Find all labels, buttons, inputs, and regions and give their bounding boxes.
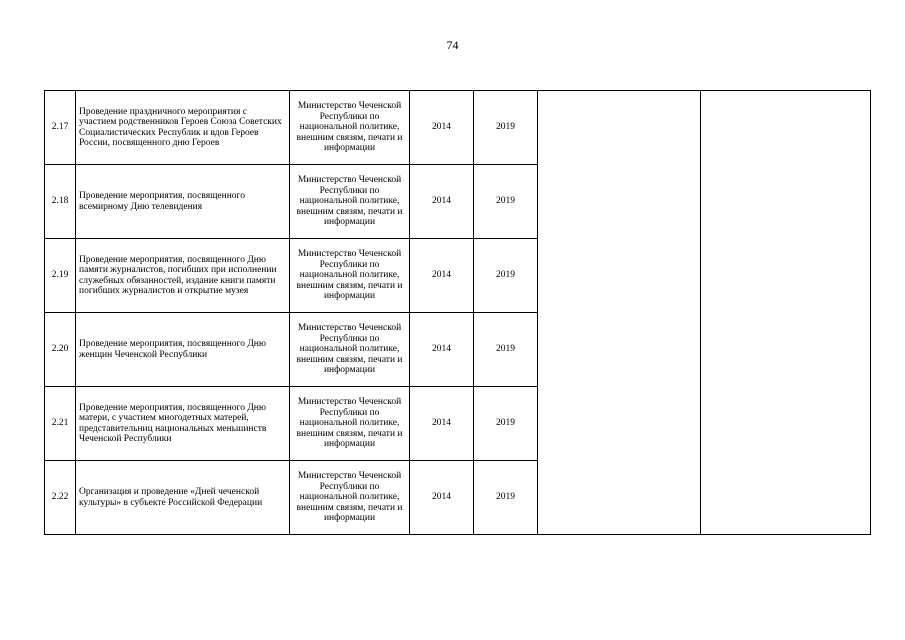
end-year: 2019 xyxy=(474,239,538,313)
table-row xyxy=(45,91,871,165)
start-year: 2014 xyxy=(410,165,474,239)
end-year: 2019 xyxy=(474,461,538,535)
row-number: 2.20 xyxy=(45,313,76,387)
start-year: 2014 xyxy=(410,313,474,387)
measure-name: Проведение мероприятия, посвященного всемирному Дню телевидения xyxy=(76,165,290,239)
row-number: 2.18 xyxy=(45,165,76,239)
page-number: 74 xyxy=(446,38,459,52)
measure-name: Проведение праздничного мероприятия с участием родственников Героев Союза Советских Социалистических Республик и вдов Героев России, посвященного дню Героев xyxy=(76,91,290,165)
responsible-executor: Министерство Чеченской Республики по национальной политике, внешним связям, печати и информации xyxy=(290,313,410,387)
measures-table xyxy=(44,90,871,535)
start-year: 2014 xyxy=(410,91,474,165)
measure-name: Проведение мероприятия, посвященного Дню памяти журналистов, погибших при исполнении служебных обязанностей, издание книги памяти погибших журналистов и открытие музея xyxy=(76,239,290,313)
end-year: 2019 xyxy=(474,91,538,165)
end-year: 2019 xyxy=(474,313,538,387)
start-year: 2014 xyxy=(410,387,474,461)
start-year: 2014 xyxy=(410,239,474,313)
responsible-executor: Министерство Чеченской Республики по национальной политике, внешним связям, печати и информации xyxy=(290,387,410,461)
responsible-executor: Министерство Чеченской Республики по национальной политике, внешним связям, печати и информации xyxy=(290,461,410,535)
measure-name: Проведение мероприятия, посвященного Дню матери, с участием многодетных матерей, представительниц национальных меньшинств Чеченской Республики xyxy=(76,387,290,461)
merged-cell-indicators xyxy=(701,91,871,535)
measure-name: Проведение мероприятия, посвященного Дню женщин Чеченской Республики xyxy=(76,313,290,387)
responsible-executor: Министерство Чеченской Республики по национальной политике, внешним связям, печати и информации xyxy=(290,165,410,239)
row-number: 2.21 xyxy=(45,387,76,461)
end-year: 2019 xyxy=(474,165,538,239)
row-number: 2.17 xyxy=(45,91,76,165)
responsible-executor: Министерство Чеченской Республики по национальной политике, внешним связям, печати и информации xyxy=(290,91,410,165)
merged-cell-results xyxy=(538,91,701,535)
end-year: 2019 xyxy=(474,387,538,461)
start-year: 2014 xyxy=(410,461,474,535)
responsible-executor: Министерство Чеченской Республики по национальной политике, внешним связям, печати и информации xyxy=(290,239,410,313)
row-number: 2.22 xyxy=(45,461,76,535)
measure-name: Организация и проведение «Дней чеченской культуры» в субъекте Российской Федерации xyxy=(76,461,290,535)
row-number: 2.19 xyxy=(45,239,76,313)
